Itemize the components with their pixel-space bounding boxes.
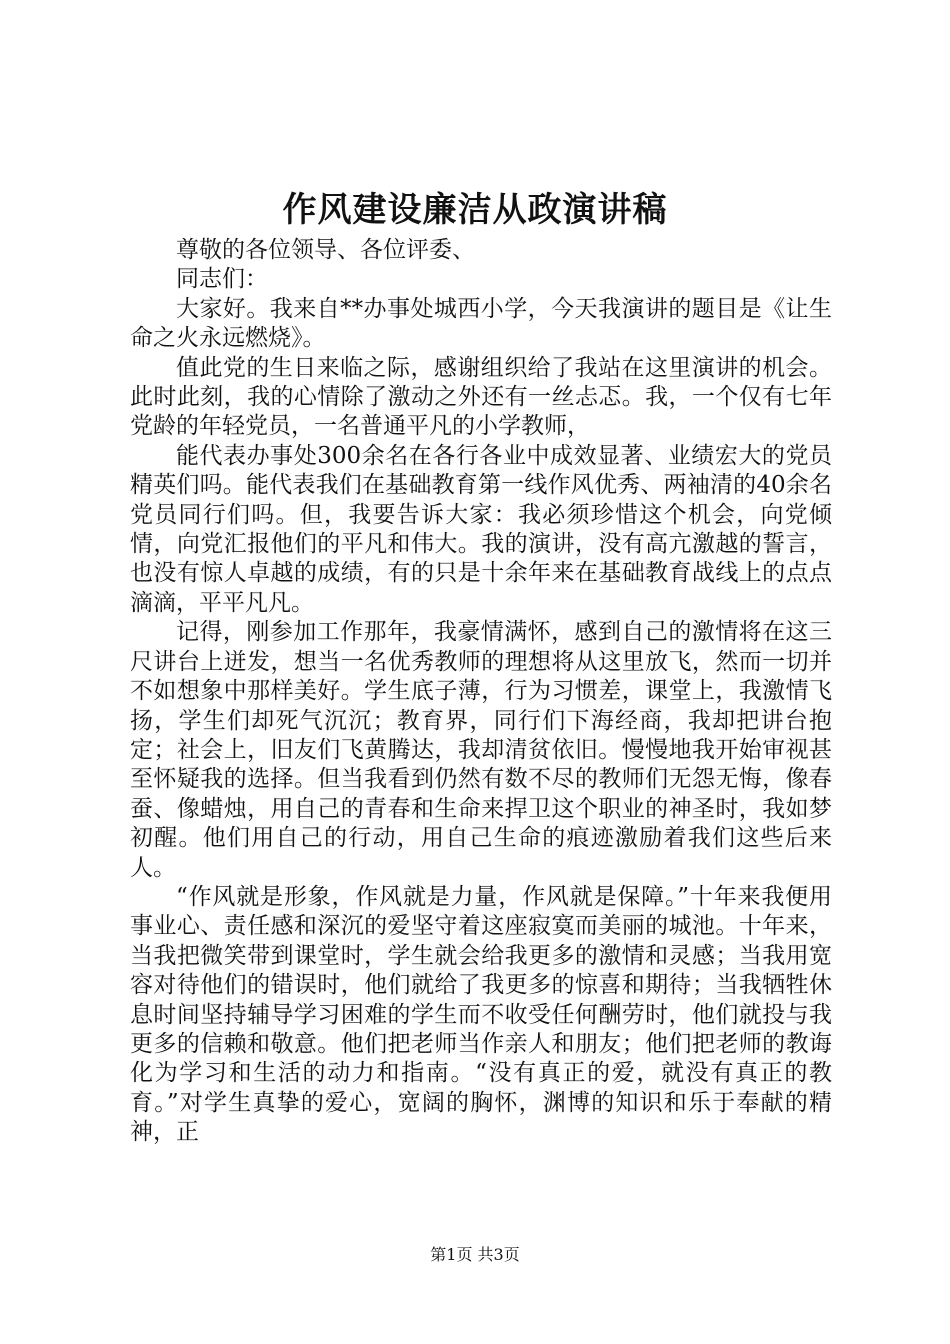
paragraph-salutation: 尊敬的各位领导、各位评委、 [176, 237, 475, 263]
document-title: 作风建设廉洁从政演讲稿 [282, 190, 668, 230]
page-number-footer: 第1页 共3页 [430, 1245, 520, 1264]
document-body [130, 236, 832, 1148]
paragraph-greeting: 大家好。我来自**办事处城西小学，今天我演讲的题目是《让生命之火永远燃烧》。 [130, 295, 832, 352]
paragraph-style: “作风就是形象，作风就是力量，作风就是保障。”十年来我便用事业心、责任感和深沉的爱坚守着这座寂寞而美丽的城池。十年来，当我把微笑带到课堂时，学生就会给我更多的激情和灵感；当我用宽容对待他们的错误时，他们就给了我更多的惊喜和期待；当我牺牲休息时间坚持辅导学习困难的学生而不收受任何酬劳时，他们就投与我更多的信赖和敬意。他们把老师当作亲人和朋友；他们把老师的教诲化为学习和生活的动力和指南。“没有真正的爱，就没有真正的教育。”对学生真挚的爱心，宽阔的胸怀，渊博的知识和乐于奉献的精神，正 [130, 883, 832, 1146]
paragraph-representation: 能代表办事处300余名在各行各业中成效显著、业绩宏大的党员精英们吗。能代表我们在基础教育第一线作风优秀、两袖清的40余名党员同行们吗。但，我要告诉大家：我必须珍惜这个机会，向党倾情，向党汇报他们的平凡和伟大。我的演讲，没有高亢激越的誓言，也没有惊人卓越的成绩，有的只是十余年来在基础教育战线上的点点滴滴，平平凡凡。 [130, 442, 832, 616]
paragraph-comrades: 同志们： [176, 266, 268, 293]
paragraph-occasion: 值此党的生日来临之际，感谢组织给了我站在这里演讲的机会。此时此刻，我的心情除了激动之外还有一丝忐忑。我，一个仅有七年党龄的年轻党员，一名普通平凡的小学教师， [130, 354, 832, 440]
paragraph-memory: 记得，刚参加工作那年，我豪情满怀，感到自己的激情将在这三尺讲台上迸发，想当一名优秀教师的理想将从这里放飞，然而一切并不如想象中那样美好。学生底子薄，行为习惯差，课堂上，我激情飞扬，学生们却死气沉沉；教育界，同行们下海经商，我却把讲台抱定；社会上，旧友们飞黄腾达，我却清贫依旧。慢慢地我开始审视甚至怀疑我的选择。但当我看到仍然有数不尽的教师们无怨无悔，像春蚕、像蜡烛，用自己的青春和生命来捍卫这个职业的神圣时，我如梦初醒。他们用自己的行动，用自己生命的痕迹激励着我们这些后来人。 [130, 619, 832, 881]
